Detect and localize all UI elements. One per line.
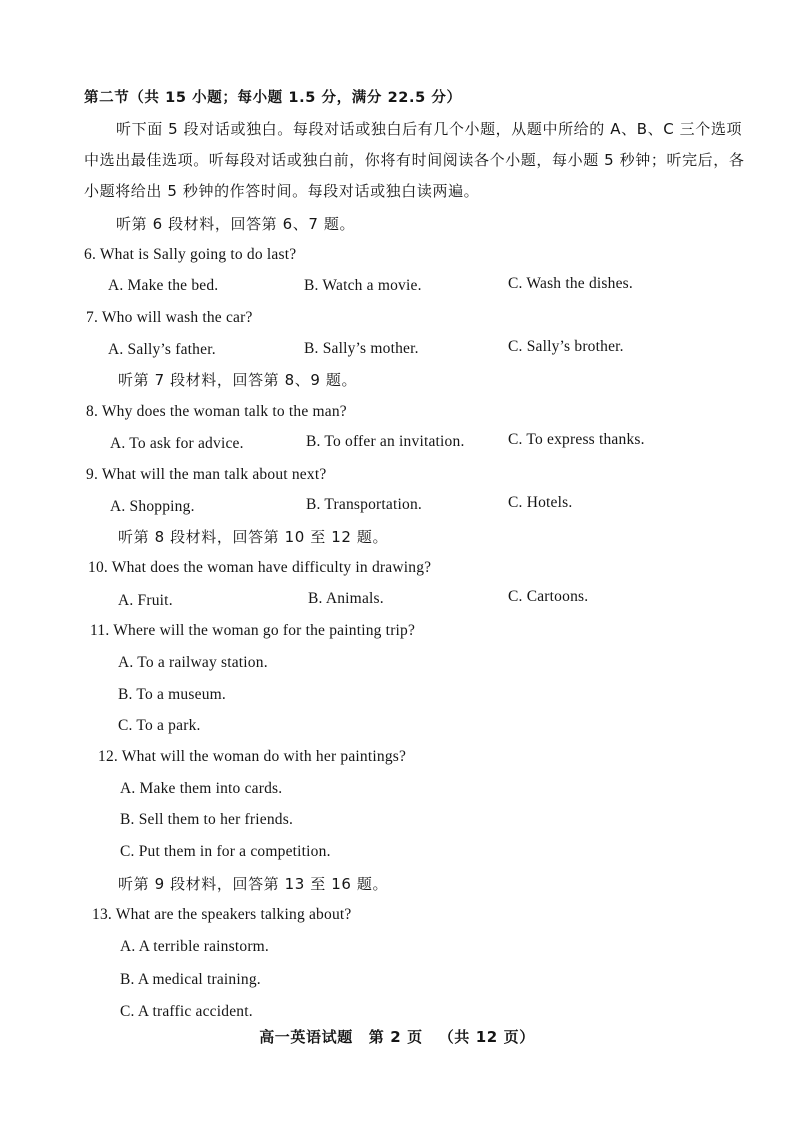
question-11-option-c: C. To a park.	[118, 717, 201, 734]
instructions-line-2: 中选出最佳选项。听每段对话或独白前，你将有时间阅读各个小题，每小题 5 秒钟；听完后，各	[84, 151, 745, 169]
question-6-stem: 6. What is Sally going to do last?	[84, 246, 297, 263]
question-10-option-b: B. Animals.	[308, 590, 384, 607]
question-8-stem: 8. Why does the woman talk to the man?	[86, 403, 347, 420]
question-11-option-b: B. To a museum.	[118, 686, 226, 703]
question-8-option-a: A. To ask for advice.	[110, 435, 244, 452]
question-12-option-c: C. Put them in for a competition.	[120, 843, 331, 860]
instructions-line-1: 听下面 5 段对话或独白。每段对话或独白后有几个小题，从题中所给的 A、B、C 三个选项	[116, 120, 743, 138]
question-7-option-b: B. Sally’s mother.	[304, 340, 419, 357]
material-6-label: 听第 6 段材料，回答第 6、7 题。	[116, 215, 356, 233]
question-13-stem: 13. What are the speakers talking about?	[92, 906, 352, 923]
instructions-line-3: 小题将给出 5 秒钟的作答时间。每段对话或独白读两遍。	[84, 182, 480, 200]
question-10-stem: 10. What does the woman have difficulty in drawing?	[88, 559, 432, 576]
footer-page-number: 第 2 页	[368, 1028, 423, 1046]
question-8-option-b: B. To offer an invitation.	[306, 433, 465, 450]
question-13-option-c: C. A traffic accident.	[120, 1003, 253, 1020]
question-11-stem: 11. Where will the woman go for the painting trip?	[90, 622, 416, 639]
material-9-label: 听第 9 段材料，回答第 13 至 16 题。	[118, 875, 389, 893]
question-8-option-c: C. To express thanks.	[508, 431, 645, 448]
material-7-label: 听第 7 段材料，回答第 8、9 题。	[118, 371, 358, 389]
footer-total-pages: （共 12 页）	[438, 1028, 535, 1046]
question-12-option-a: A. Make them into cards.	[120, 780, 283, 797]
question-9-stem: 9. What will the man talk about next?	[86, 466, 327, 483]
question-13-option-a: A. A terrible rainstorm.	[120, 938, 270, 955]
question-9-option-a: A. Shopping.	[110, 498, 195, 515]
question-10-option-c: C. Cartoons.	[508, 588, 589, 605]
question-9-option-b: B. Transportation.	[306, 496, 422, 513]
question-13-option-b: B. A medical training.	[120, 971, 261, 988]
footer-title: 高一英语试题	[259, 1028, 353, 1046]
question-7-option-c: C. Sally’s brother.	[508, 338, 624, 355]
question-12-option-b: B. Sell them to her friends.	[120, 811, 294, 828]
page-footer	[0, 1026, 794, 1047]
question-10-option-a: A. Fruit.	[118, 592, 173, 609]
question-11-option-a: A. To a railway station.	[118, 654, 268, 671]
question-7-option-a: A. Sally’s father.	[108, 341, 216, 358]
material-8-label: 听第 8 段材料，回答第 10 至 12 题。	[118, 528, 389, 546]
question-9-option-c: C. Hotels.	[508, 494, 573, 511]
question-7-stem: 7. Who will wash the car?	[86, 309, 253, 326]
question-6-option-a: A. Make the bed.	[108, 277, 219, 294]
question-6-option-c: C. Wash the dishes.	[508, 275, 633, 292]
section-header: 第二节（共 15 小题；每小题 1.5 分，满分 22.5 分）	[84, 90, 462, 106]
question-12-stem: 12. What will the woman do with her paintings?	[98, 748, 407, 765]
question-6-option-b: B. Watch a movie.	[304, 277, 422, 294]
